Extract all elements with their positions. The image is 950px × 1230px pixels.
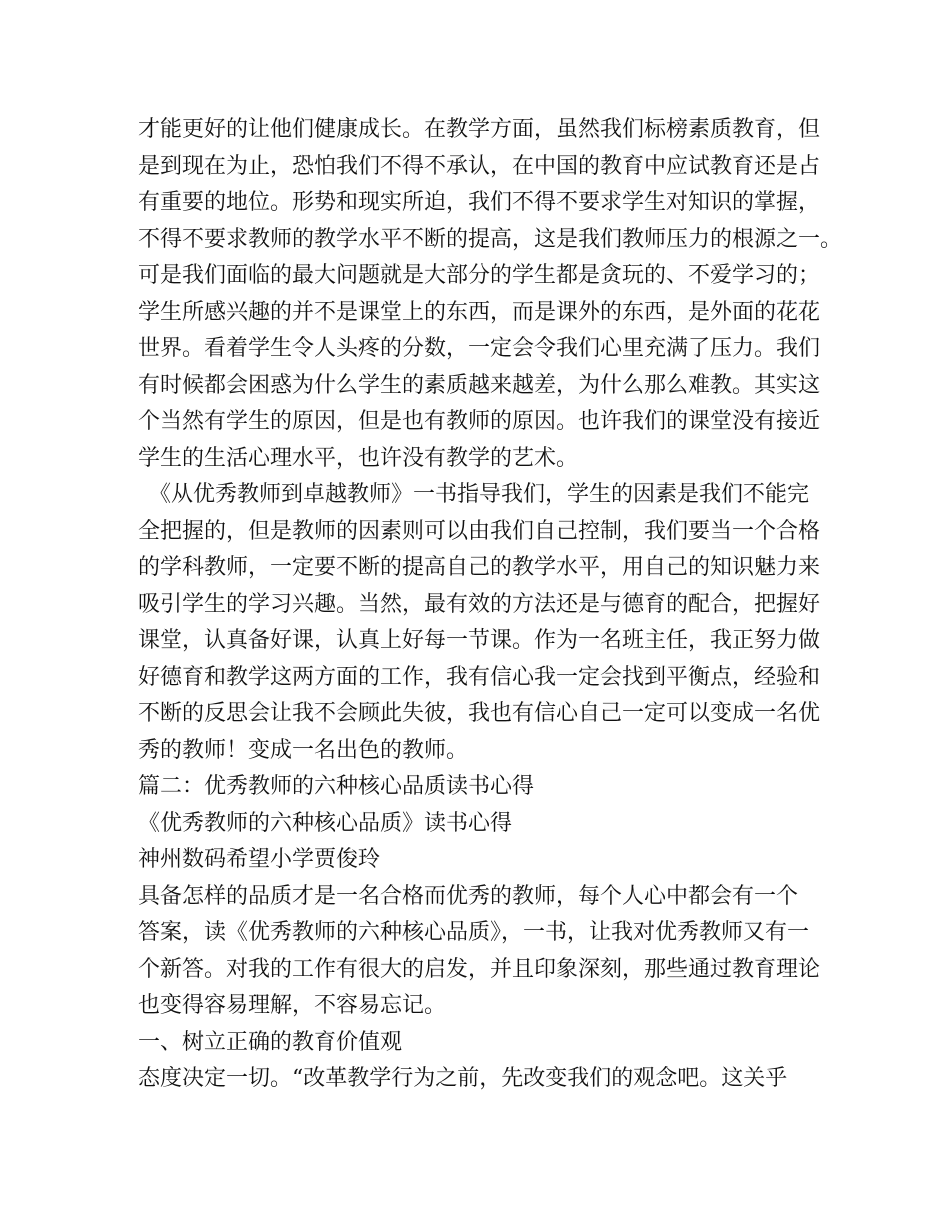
subsection-heading: 一、树立正确的教育价值观 <box>138 1029 403 1055</box>
text-line: 具备怎样的品质才是一名合格而优秀的教师，每个人心中都会有一个 <box>138 883 799 909</box>
text-line: 课堂，认真备好课，认真上好每一节课。作为一名班主任，我正努力做 <box>138 628 821 653</box>
text-line: 秀的教师！变成一名出色的教师。 <box>138 737 469 763</box>
text-line: 也变得容易理解，不容易忘记。 <box>138 993 447 1018</box>
text-line: 全把握的，但是教师的因素则可以由我们自己控制，我们要当一个合格 <box>138 518 821 544</box>
text-line: 有重要的地位。形势和现实所迫，我们不得不要求学生对知识的掌握， <box>138 190 821 215</box>
text-line: 《从优秀教师到卓越教师》一书指导我们，学生的因素是我们不能完 <box>138 482 810 507</box>
text-line: 学生所感兴趣的并不是课堂上的东西，而是课外的东西，是外面的花花 <box>138 299 821 325</box>
author-line: 神州数码希望小学贾俊玲 <box>138 847 381 872</box>
text-line: 不断的反思会让我不会顾此失彼，我也有信心自己一定可以变成一名优 <box>138 701 821 726</box>
text-line: 是到现在为止，恐怕我们不得不承认，在中国的教育中应试教育还是占 <box>138 153 821 179</box>
text-line: 世界。看着学生令人头疼的分数，一定会令我们心里充满了压力。我们 <box>138 336 821 361</box>
text-line: 答案，读《优秀教师的六种核心品质》，一书，让我对优秀教师又有一 <box>138 920 810 945</box>
text-line: 个当然有学生的原因，但是也有教师的原因。也许我们的课堂没有接近 <box>138 409 821 434</box>
text-line: 个新答。对我的工作有很大的启发，并且印象深刻，那些通过教育理论 <box>138 956 821 982</box>
text-line: 学生的生活心理水平，也许没有教学的艺术。 <box>138 445 579 471</box>
text-line: 不得不要求教师的教学水平不断的提高，这是我们教师压力的根源之一。 <box>138 226 843 252</box>
text-line: 可是我们面临的最大问题就是大部分的学生都是贪玩的、不爱学习的； <box>138 263 821 288</box>
document-body <box>138 112 843 1098</box>
text-line: 的学科教师，一定要不断的提高自己的教学水平，用自己的知识魅力来 <box>138 555 821 580</box>
text-line: 才能更好的让他们健康成长。在教学方面，虽然我们标榜素质教育，但 <box>138 117 821 142</box>
text-line: 态度决定一切。“改革教学行为之前，先改变我们的观念吧。这关乎 <box>138 1066 788 1091</box>
section-heading: 篇二：优秀教师的六种核心品质读书心得 <box>138 774 535 799</box>
text-line: 好德育和教学这两方面的工作，我有信心我一定会找到平衡点，经验和 <box>138 664 821 690</box>
text-line: 吸引学生的学习兴趣。当然，最有效的方法还是与德育的配合，把握好 <box>138 591 821 617</box>
article-title: 《优秀教师的六种核心品质》读书心得 <box>138 810 513 836</box>
text-line: 有时候都会困惑为什么学生的素质越来越差，为什么那么难教。其实这 <box>138 372 821 398</box>
